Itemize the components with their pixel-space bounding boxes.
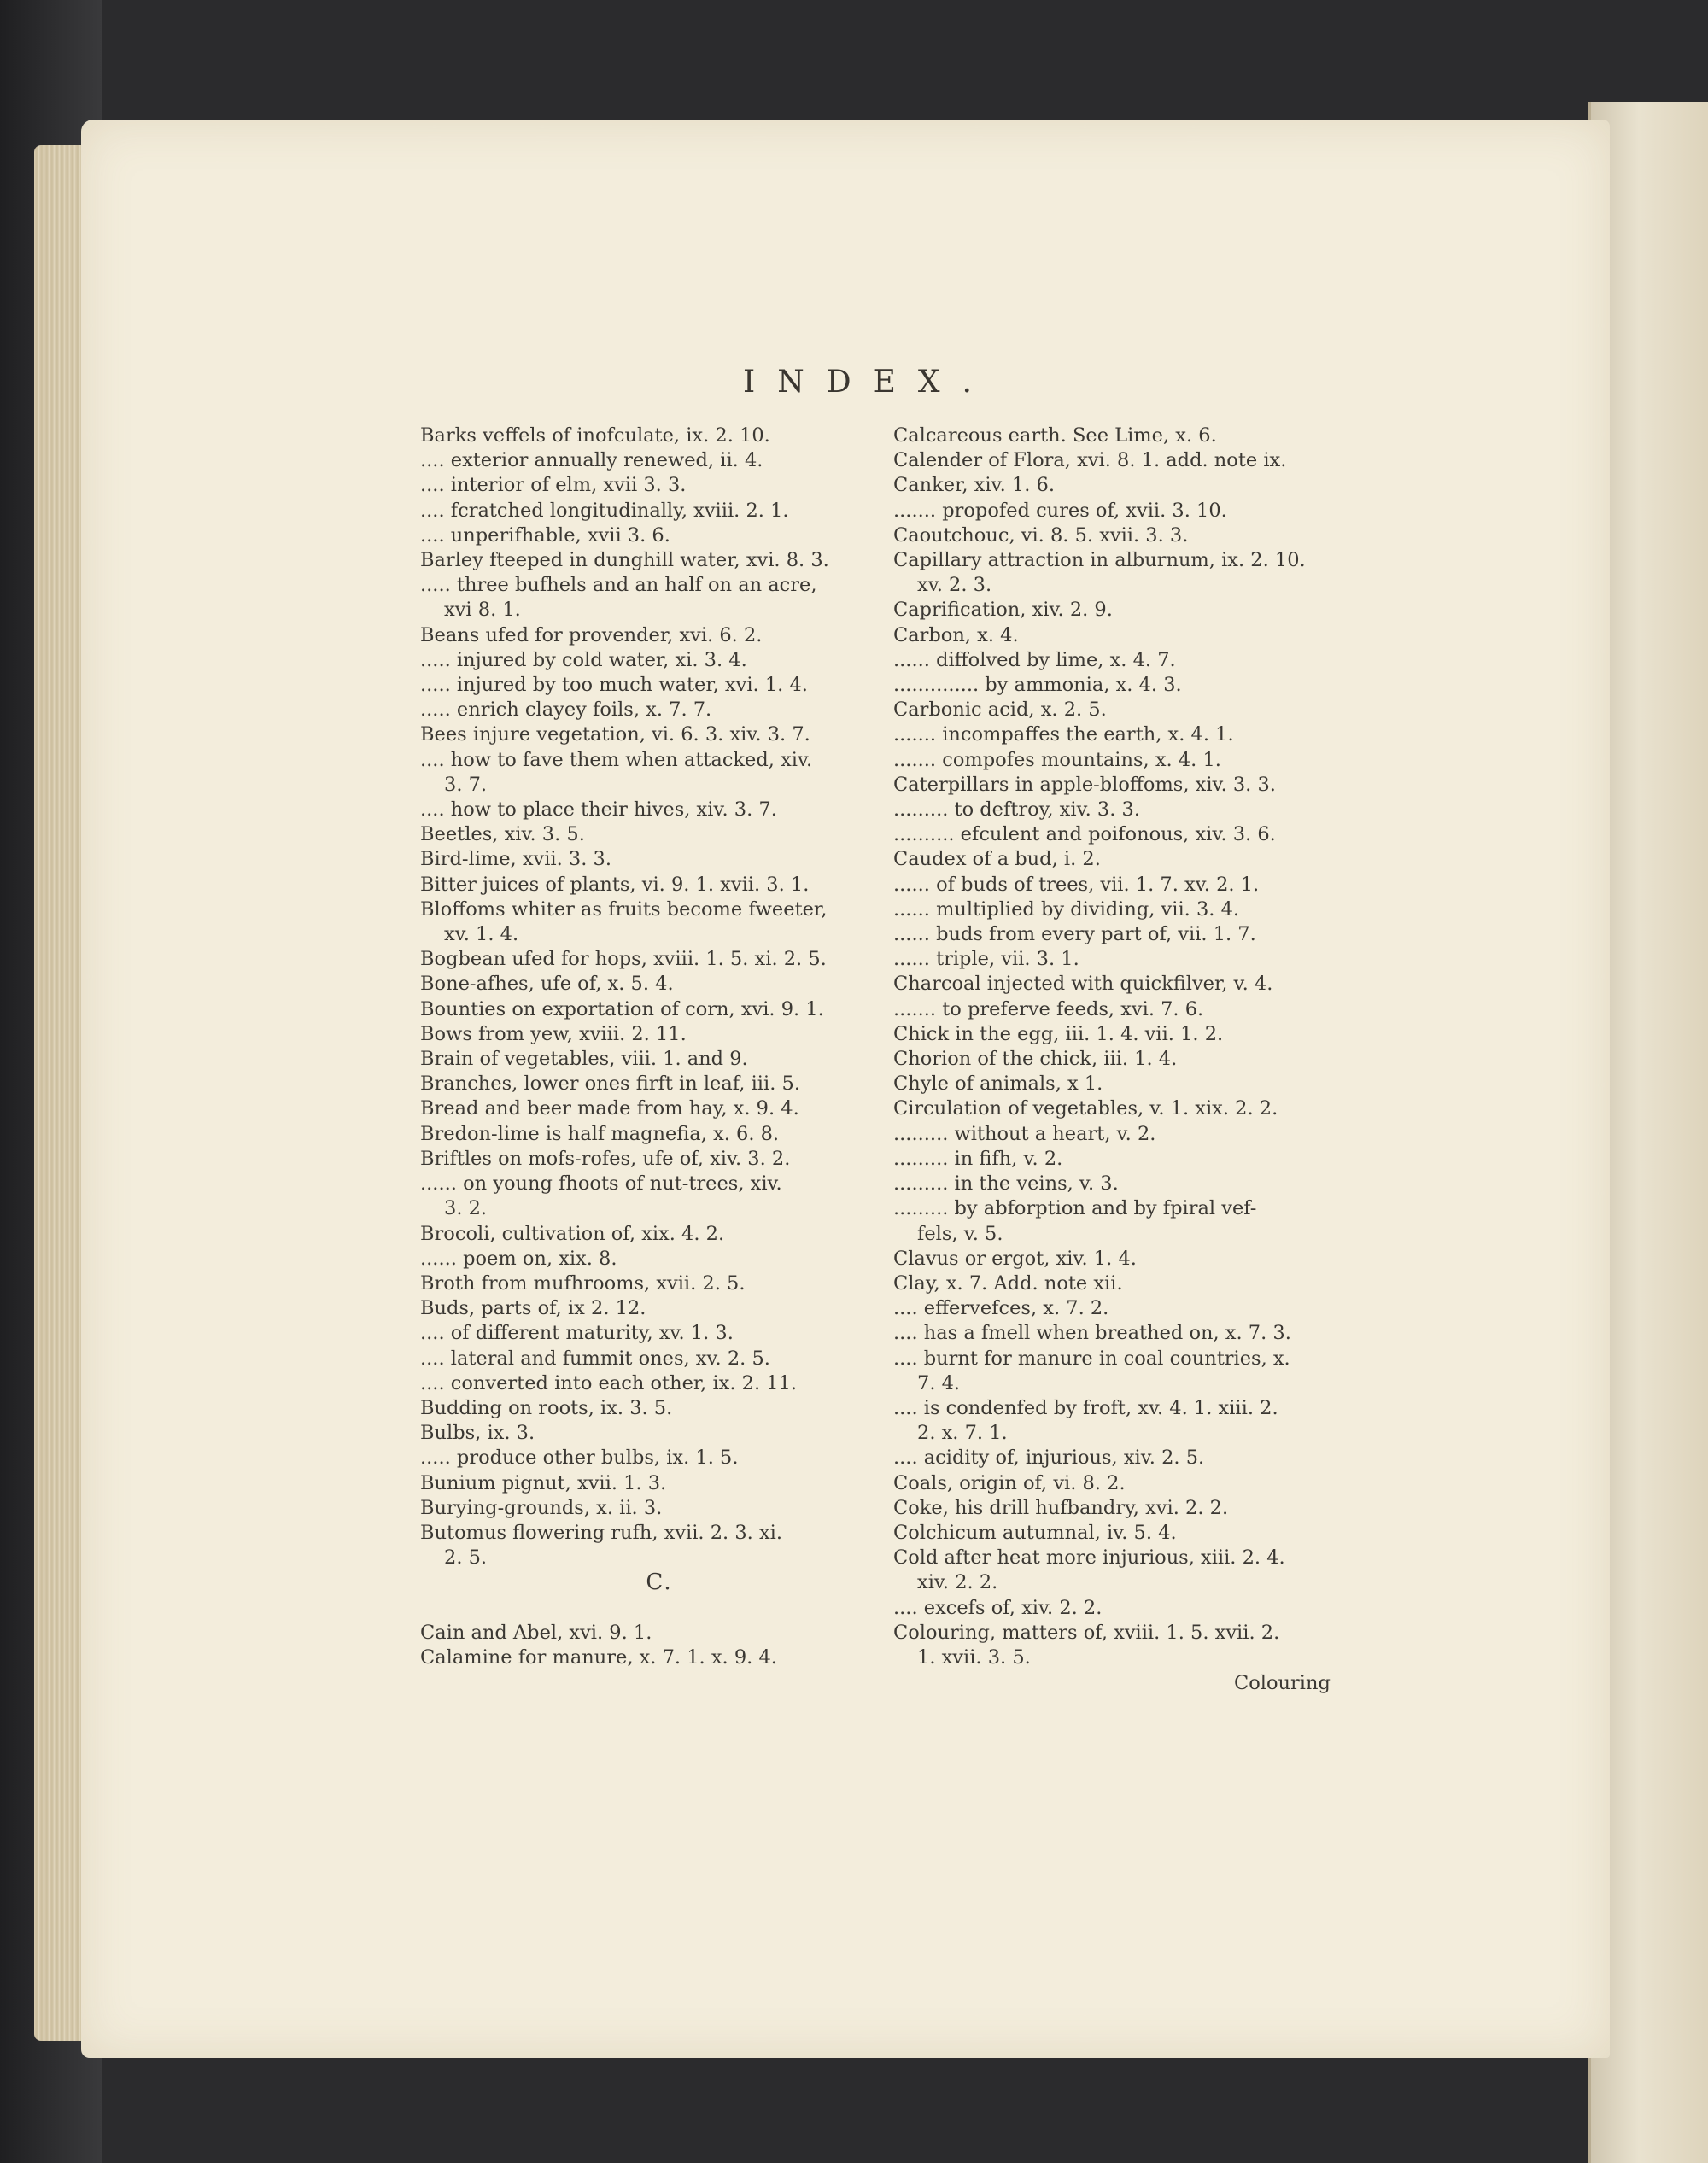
index-entry: ..... enrich clayey foils, x. 7. 7. xyxy=(420,699,712,722)
index-entry: 2. x. 7. 1. xyxy=(917,1422,1008,1445)
index-entry: Beetles, xiv. 3. 5. xyxy=(420,823,585,846)
index-entry: Calender of Flora, xvi. 8. 1. add. note ix. xyxy=(893,449,1287,472)
index-entry: 3. 2. xyxy=(444,1197,488,1220)
index-entry: Bogbean ufed for hops, xviii. 1. 5. xi. 2. 5. xyxy=(420,948,827,971)
index-entry: ...... poem on, xix. 8. xyxy=(420,1247,617,1270)
index-entry: ..... injured by too much water, xvi. 1. 4. xyxy=(420,674,808,697)
index-entry: Briftles on mofs-rofes, ufe of, xiv. 3. 2. xyxy=(420,1147,791,1170)
index-entry: Carbonic acid, x. 2. 5. xyxy=(893,699,1107,722)
index-entry: .... how to place their hives, xiv. 3. 7. xyxy=(420,798,777,821)
index-entry: .... interior of elm, xvii 3. 3. xyxy=(420,474,687,497)
index-letter-heading: C. xyxy=(646,1570,673,1596)
index-entry: Bloffoms whiter as fruits become fweeter, xyxy=(420,897,828,921)
index-entry: Chyle of animals, x 1. xyxy=(893,1073,1103,1096)
index-entry: Cold after heat more injurious, xiii. 2. 4. xyxy=(893,1546,1285,1570)
index-entry: Bows from yew, xviii. 2. 11. xyxy=(420,1022,687,1045)
index-entry: Capillary attraction in alburnum, ix. 2. 10. xyxy=(893,549,1306,572)
index-entry: 1. xvii. 3. 5. xyxy=(917,1646,1031,1669)
index-entry: .... has a fmell when breathed on, x. 7. 3. xyxy=(893,1322,1291,1345)
index-column-right xyxy=(893,424,1337,1670)
index-entry: .... converted into each other, ix. 2. 11. xyxy=(420,1371,798,1394)
index-entry: ......... to deftroy, xiv. 3. 3. xyxy=(893,798,1140,821)
index-entry: ......... in the veins, v. 3. xyxy=(893,1172,1119,1195)
index-entry: ...... multiplied by dividing, vii. 3. 4. xyxy=(893,897,1240,921)
index-entry: ....... incompaffes the earth, x. 4. 1. xyxy=(893,723,1234,746)
index-entry: .... burnt for manure in coal countries, x. xyxy=(893,1347,1290,1370)
index-entry: .... unperifhable, xvii 3. 6. xyxy=(420,523,670,547)
index-entry: ..... injured by cold water, xi. 3. 4. xyxy=(420,648,747,671)
index-entry: ..... produce other bulbs, ix. 1. 5. xyxy=(420,1447,739,1470)
index-entry: ...... on young fhoots of nut-trees, xiv. xyxy=(420,1172,782,1195)
index-entry: Cain and Abel, xvi. 9. 1. xyxy=(420,1621,652,1644)
index-entry: Bounties on exportation of corn, xvi. 9. 1. xyxy=(420,997,824,1020)
index-entry: Brocoli, cultivation of, xix. 4. 2. xyxy=(420,1222,725,1245)
index-entry: Bredon-lime is half magnefia, x. 6. 8. xyxy=(420,1122,780,1145)
index-entry: xv. 1. 4. xyxy=(444,923,519,946)
running-head: INDEX. xyxy=(743,365,994,400)
index-entry: ......... in fifh, v. 2. xyxy=(893,1147,1063,1170)
index-entry: Canker, xiv. 1. 6. xyxy=(893,474,1055,497)
index-entry: Bitter juices of plants, vi. 9. 1. xvii. 3. 1. xyxy=(420,873,810,896)
index-entry: Calcareous earth. See Lime, x. 6. xyxy=(893,424,1217,447)
index-entry: Caudex of a bud, i. 2. xyxy=(893,848,1101,871)
index-entry: ...... buds from every part of, vii. 1. 7. xyxy=(893,923,1256,946)
index-entry: Brain of vegetables, viii. 1. and 9. xyxy=(420,1048,748,1071)
index-entry: Branches, lower ones firft in leaf, iii. 5. xyxy=(420,1073,800,1096)
index-entry: xv. 2. 3. xyxy=(917,574,992,597)
index-entry: Broth from mufhrooms, xvii. 2. 5. xyxy=(420,1271,746,1295)
index-entry: 2. 5. xyxy=(444,1546,488,1570)
index-entry: ....... propofed cures of, xvii. 3. 10. xyxy=(893,499,1227,522)
index-entry: .... of different maturity, xv. 1. 3. xyxy=(420,1322,734,1345)
index-entry: Bees injure vegetation, vi. 6. 3. xiv. 3. 7. xyxy=(420,723,810,746)
index-entry: Charcoal injected with quickfilver, v. 4. xyxy=(893,973,1273,996)
index-entry: .... lateral and fummit ones, xv. 2. 5. xyxy=(420,1347,770,1370)
index-entry: ....... to preferve feeds, xvi. 7. 6. xyxy=(893,997,1204,1020)
index-entry: 3. 7. xyxy=(444,773,488,796)
catchword: Colouring xyxy=(1234,1672,1331,1694)
index-entry: .... fcratched longitudinally, xviii. 2. 1. xyxy=(420,499,789,522)
index-entry: Colouring, matters of, xviii. 1. 5. xvii. 2. xyxy=(893,1621,1280,1644)
index-entry: Chorion of the chick, iii. 1. 4. xyxy=(893,1048,1178,1071)
index-entry xyxy=(420,1596,898,1621)
index-entry: Burying-grounds, x. ii. 3. xyxy=(420,1496,663,1519)
index-entry: Butomus flowering rufh, xvii. 2. 3. xi. xyxy=(420,1521,783,1544)
index-entry: Caprification, xiv. 2. 9. xyxy=(893,599,1113,622)
index-entry: Carbon, x. 4. xyxy=(893,623,1019,646)
index-entry: ......... without a heart, v. 2. xyxy=(893,1122,1156,1145)
index-entry: Bone-afhes, ufe of, x. 5. 4. xyxy=(420,973,674,996)
index-entry: Colchicum autumnal, iv. 5. 4. xyxy=(893,1521,1177,1544)
index-entry: .............. by ammonia, x. 4. 3. xyxy=(893,674,1182,697)
index-entry: fels, v. 5. xyxy=(917,1222,1003,1245)
index-entry: ...... triple, vii. 3. 1. xyxy=(893,948,1079,971)
index-entry: Circulation of vegetables, v. 1. xix. 2. 2. xyxy=(893,1097,1278,1120)
index-entry: .......... efculent and poifonous, xiv. 3. 6. xyxy=(893,823,1276,846)
index-entry: Barks veffels of inofculate, ix. 2. 10. xyxy=(420,424,770,447)
index-entry: xvi 8. 1. xyxy=(444,599,521,622)
index-entry: .... how to fave them when attacked, xiv. xyxy=(420,748,813,771)
index-entry: Coke, his drill hufbandry, xvi. 2. 2. xyxy=(893,1496,1229,1519)
index-entry: Beans ufed for provender, xvi. 6. 2. xyxy=(420,623,763,646)
index-entry: Barley fteeped in dunghill water, xvi. 8. 3. xyxy=(420,549,829,572)
index-entry: Bread and beer made from hay, x. 9. 4. xyxy=(420,1097,799,1120)
index-entry: Calamine for manure, x. 7. 1. x. 9. 4. xyxy=(420,1646,777,1669)
index-entry: Bulbs, ix. 3. xyxy=(420,1422,535,1445)
index-entry: Buds, parts of, ix 2. 12. xyxy=(420,1297,646,1320)
index-entry: .... exterior annually renewed, ii. 4. xyxy=(420,449,763,472)
index-entry: .... excefs of, xiv. 2. 2. xyxy=(893,1596,1103,1619)
index-entry: .... is condenfed by froft, xv. 4. 1. xiii. 2. xyxy=(893,1396,1278,1419)
index-entry: Budding on roots, ix. 3. 5. xyxy=(420,1396,673,1419)
index-entry: ...... diffolved by lime, x. 4. 7. xyxy=(893,648,1176,671)
index-entry: Caoutchouc, vi. 8. 5. xvii. 3. 3. xyxy=(893,523,1189,547)
index-entry: Chick in the egg, iii. 1. 4. vii. 1. 2. xyxy=(893,1022,1224,1045)
index-entry: .... acidity of, injurious, xiv. 2. 5. xyxy=(893,1447,1205,1470)
index-entry: xiv. 2. 2. xyxy=(917,1571,998,1594)
index-entry: Bunium pignut, xvii. 1. 3. xyxy=(420,1471,667,1494)
index-entry: ......... by abforption and by fpiral vef- xyxy=(893,1197,1257,1220)
index-entry: 7. 4. xyxy=(917,1371,961,1394)
index-entry: Caterpillars in apple-bloffoms, xiv. 3. 3. xyxy=(893,773,1276,796)
index-entry: ..... three bufhels and an half on an acre, xyxy=(420,574,817,597)
index-entry: Clay, x. 7. Add. note xii. xyxy=(893,1271,1123,1295)
index-entry: Clavus or ergot, xiv. 1. 4. xyxy=(893,1247,1137,1270)
index-entry: Bird-lime, xvii. 3. 3. xyxy=(420,848,612,871)
index-column-left xyxy=(420,424,898,1670)
index-entry: .... effervefces, x. 7. 2. xyxy=(893,1297,1109,1320)
index-entry: ...... of buds of trees, vii. 1. 7. xv. 2. 1. xyxy=(893,873,1260,896)
index-entry: Coals, origin of, vi. 8. 2. xyxy=(893,1471,1126,1494)
index-entry: ....... compofes mountains, x. 4. 1. xyxy=(893,748,1221,771)
